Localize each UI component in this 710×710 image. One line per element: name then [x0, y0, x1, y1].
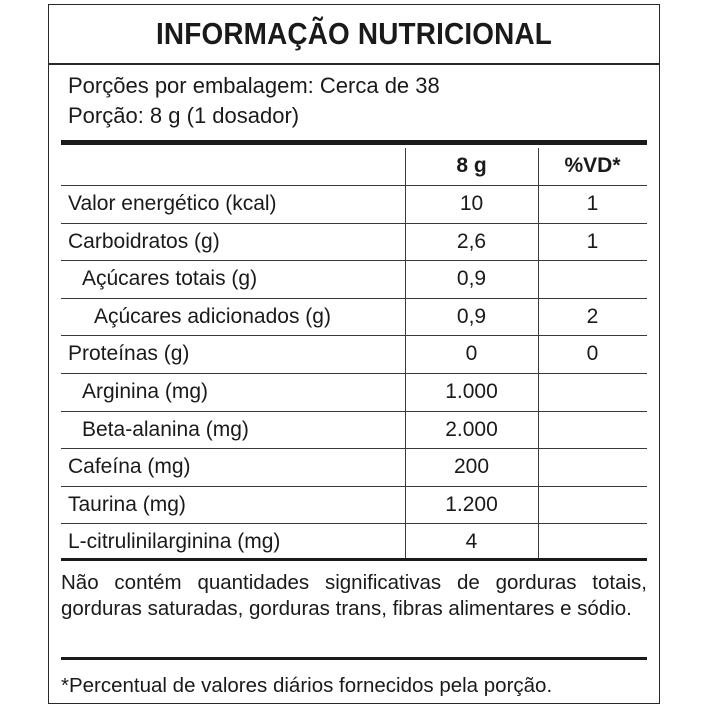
table-row [61, 224, 647, 262]
nutrient-dv: 0 [586, 342, 599, 366]
label-title: INFORMAÇÃO NUTRICIONAL [155, 16, 553, 51]
table-row [61, 299, 647, 337]
table-row [61, 186, 647, 224]
nutrient-amount: 200 [453, 455, 490, 479]
footnote-divider [61, 657, 647, 660]
not-significant-note: Não contém quantidades significativas de gorduras totais, gorduras saturadas, gorduras trans, fibras alimentares e sódio. [61, 571, 647, 620]
nutrition-facts-label [48, 4, 660, 704]
header-amount: 8 g [456, 154, 487, 177]
nutrient-name: L-citrulinilarginina (mg) [68, 530, 281, 554]
nutrient-name: Taurina (mg) [68, 492, 186, 516]
nutrient-dv [538, 374, 647, 411]
nutrient-name: Açúcares totais (g) [82, 267, 258, 291]
nutrient-name: Açúcares adicionados (g) [94, 304, 331, 328]
nutrient-name: Proteínas (g) [68, 342, 190, 366]
nutrient-name: Valor energético (kcal) [68, 192, 277, 215]
nutrition-table [61, 148, 647, 562]
nutrient-dv [538, 261, 647, 298]
nutrient-dv: 2 [586, 304, 599, 328]
serving-divider [61, 140, 647, 145]
nutrient-name: Cafeína (mg) [68, 455, 191, 479]
table-row [61, 524, 647, 562]
nutrient-amount: 1.200 [445, 492, 498, 516]
nutrient-amount: 2.000 [445, 417, 498, 441]
nutrient-dv: 1 [586, 192, 599, 215]
table-row [61, 261, 647, 299]
nutrient-dv [538, 449, 647, 486]
table-row [61, 374, 647, 412]
table-row [61, 336, 647, 374]
dv-footnote: *Percentual de valores diários fornecidos pela porção. [61, 674, 553, 697]
nutrient-name: Arginina (mg) [82, 379, 209, 403]
nutrient-amount: 0,9 [456, 267, 487, 291]
nutrient-amount: 4 [465, 530, 478, 554]
nutrient-name: Beta-alanina (mg) [82, 417, 249, 441]
table-row [61, 487, 647, 525]
header-dv: %VD* [564, 154, 621, 177]
title-divider [49, 63, 659, 65]
nutrient-dv [538, 524, 647, 562]
nutrient-dv [538, 487, 647, 524]
nutrient-name: Carboidratos (g) [68, 229, 220, 253]
nutrient-amount: 2,6 [456, 229, 487, 253]
serving-size: Porção: 8 g (1 dosador) [68, 103, 300, 128]
nutrient-amount: 10 [459, 192, 484, 215]
nutrient-dv [538, 412, 647, 449]
nutrient-dv: 1 [586, 229, 599, 253]
nutrient-amount: 0,9 [456, 304, 487, 328]
nutrient-amount: 1.000 [445, 379, 498, 403]
nutrient-amount: 0 [465, 342, 478, 366]
table-row [61, 449, 647, 487]
table-header-row [61, 148, 647, 186]
table-row [61, 412, 647, 450]
servings-per-package: Porções por embalagem: Cerca de 38 [68, 73, 440, 98]
table-bottom-divider [61, 558, 647, 561]
